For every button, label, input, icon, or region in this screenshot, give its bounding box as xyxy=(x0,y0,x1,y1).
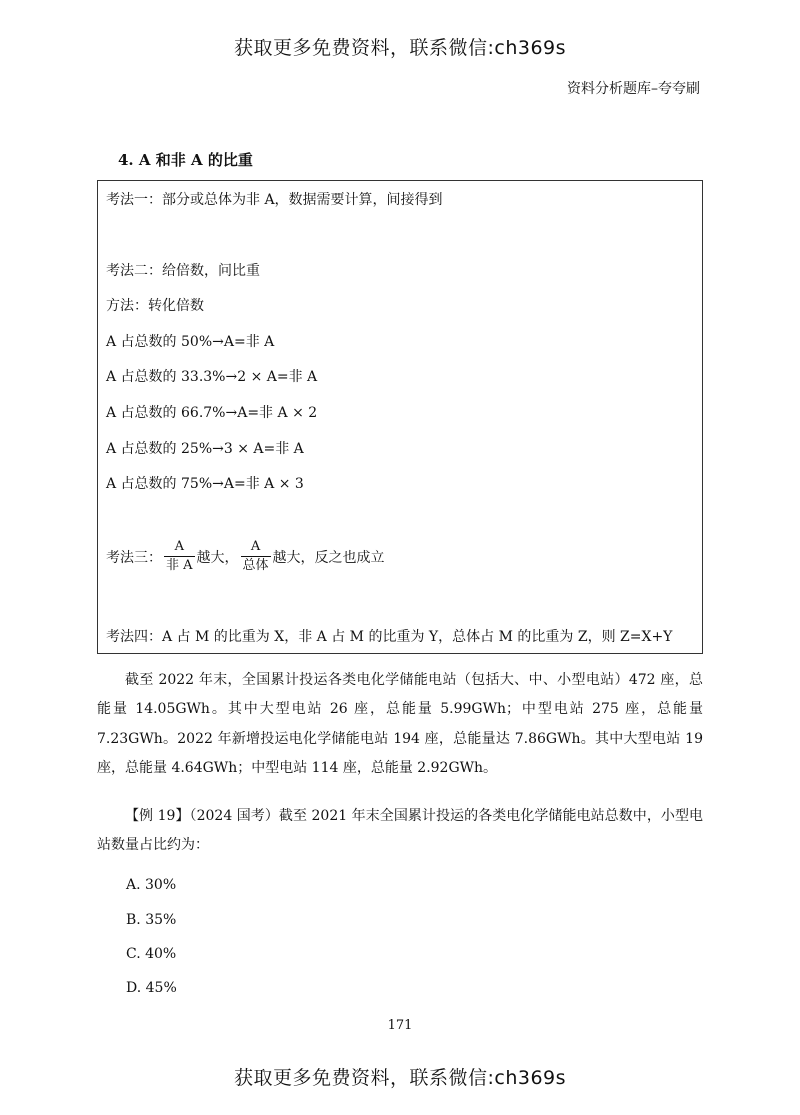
header-title: 资料分析题库–夸夸刷 xyxy=(567,81,700,97)
top-banner: 获取更多免费资料，联系微信:ch369s xyxy=(233,37,567,59)
question-paragraph xyxy=(97,802,703,861)
bottom-banner: 获取更多免费资料，联系微信:ch369s xyxy=(233,1067,567,1089)
option-a: A. 30% xyxy=(126,877,177,893)
option-c: C. 40% xyxy=(126,946,177,962)
law3-mid: 越大， xyxy=(196,549,239,566)
fraction-denominator: 总体 xyxy=(242,558,269,573)
option-d: D. 45% xyxy=(126,980,177,996)
option-b: B. 35% xyxy=(126,912,177,928)
rule-item: A 占总数的 50%→A=非 A xyxy=(106,334,275,350)
page-number: 171 xyxy=(387,1018,413,1033)
fraction-denominator: 非 A xyxy=(166,558,193,573)
law-1: 考法一：部分或总体为非 A，数据需要计算，间接得到 xyxy=(106,192,443,208)
rule-item: A 占总数的 66.7%→A=非 A × 2 xyxy=(106,405,318,421)
method-line: 方法：转化倍数 xyxy=(106,298,204,314)
rule-item: A 占总数的 75%→A=非 A × 3 xyxy=(106,476,304,492)
section-title: 4. A 和非 A 的比重 xyxy=(118,151,253,169)
law-4: 考法四：A 占 M 的比重为 X，非 A 占 M 的比重为 Y，总体占 M 的比重为 Z，则 Z=X+Y xyxy=(106,629,673,645)
question-text: 【例 19】（2024 国考）截至 2021 年末全国累计投运的各类电化学储能电站总数中，小型电站数量占比约为： xyxy=(97,808,703,854)
material-paragraph xyxy=(97,666,703,783)
material-text: 截至 2022 年末，全国累计投运各类电化学储能电站（包括大、中、小型电站）472 座，总能量 14.05GWh。其中大型电站 26 座，总能量 5.99GWh；中型电站 275 座，总能量 7.23GWh。2022 年新增投运电化学储能电站 194 座，总能量达 7.86GWh。其中大型电站 19 座，总能量 4.64GWh；中型电站 114 座，总能量 2.92GWh。 xyxy=(97,672,703,776)
fraction-numerator: A xyxy=(164,538,195,557)
rule-item: A 占总数的 33.3%→2 × A=非 A xyxy=(106,369,318,385)
fraction-numerator: A xyxy=(241,538,271,557)
law-3 xyxy=(106,538,385,575)
law-2: 考法二：给倍数，问比重 xyxy=(106,263,260,279)
law3-suffix: 越大，反之也成立 xyxy=(272,549,385,566)
fraction-a-over-total xyxy=(241,538,271,575)
fraction-a-over-non-a xyxy=(164,538,195,575)
law3-prefix: 考法三： xyxy=(106,549,162,566)
rule-item: A 占总数的 25%→3 × A=非 A xyxy=(106,441,304,457)
